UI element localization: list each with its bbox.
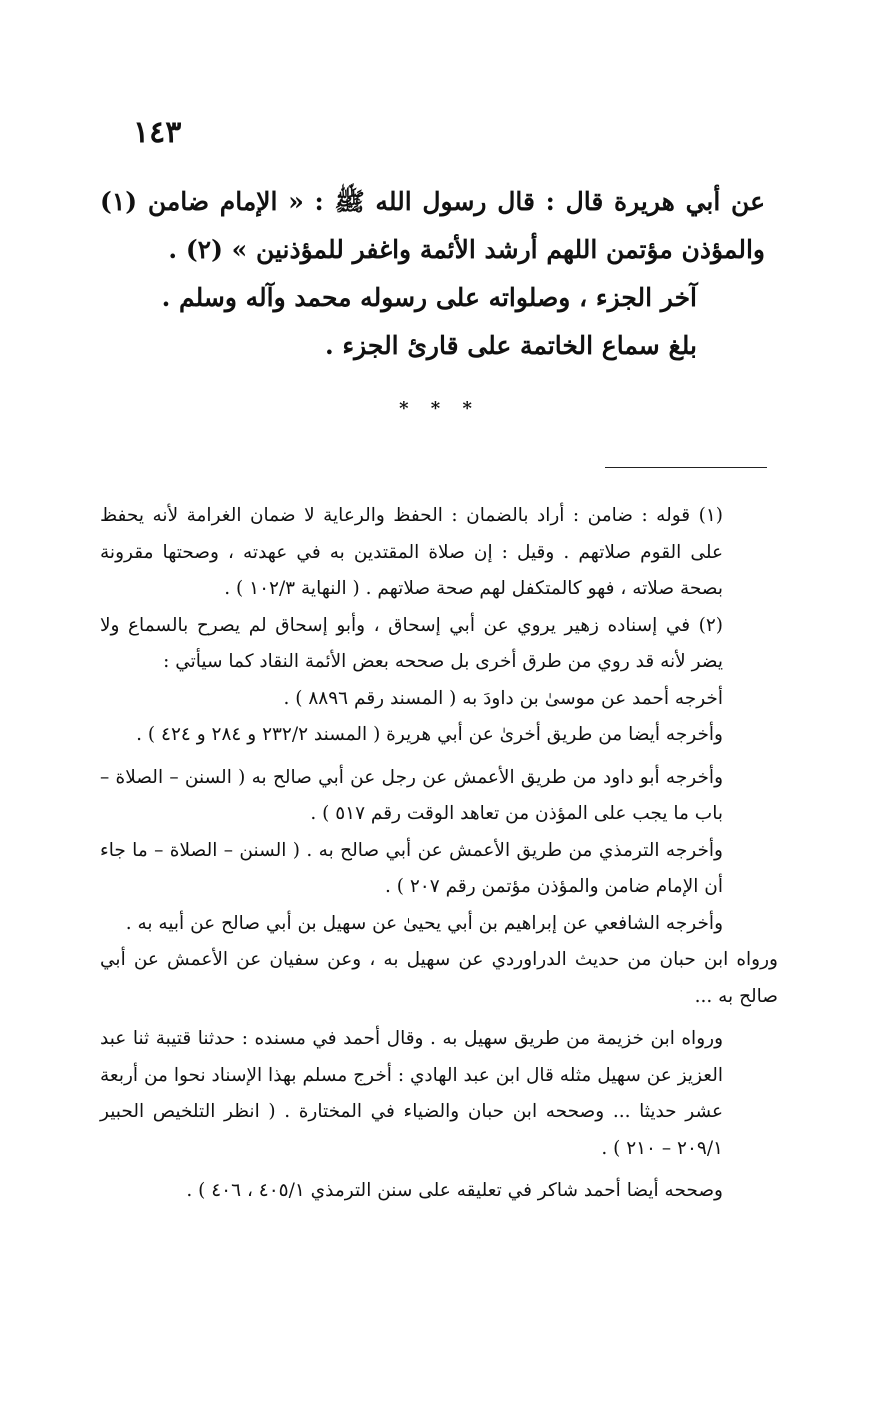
footnote-2-shakir: وصححه أيضا أحمد شاكر في تعليقه على سنن الترمذي ٤٠٥/١ ، ٤٠٦ ) . bbox=[186, 1180, 723, 1201]
closing-line: آخر الجزء ، وصلواته على رسوله محمد وآله وسلم . bbox=[161, 283, 697, 312]
footnote-2-ahmad: أخرجه أحمد عن موسىٰ بن داودَ به ( المسند رقم ٨٨٩٦ ) . bbox=[283, 687, 723, 709]
section-separator: * * * bbox=[399, 398, 480, 419]
audition-note: بلغ سماع الخاتمة على قارئ الجزء . bbox=[324, 331, 697, 360]
page-number: ١٤٣ bbox=[133, 115, 182, 150]
footnote-2-ibn-hibban: ورواه ابن حبان من حديث الدراوردي عن سهيل به ، وعن سفيان عن الأعمش عن أبي صالح به ... bbox=[100, 949, 778, 1007]
footnote-2-shafii: وأخرجه الشافعي عن إبراهيم بن أبي يحيىٰ عن سهيل بن أبي صالح عن أبيه به . bbox=[125, 912, 723, 934]
footnote-2-ibn-khuzaymah: ورواه ابن خزيمة من طريق سهيل به . وقال أحمد في مسنده : حدثنا قتيبة ثنا عبد العزيز عن سهيل مثله قال ابن عبد الهادي : أخرج مسلم بهذا الإسناد نحوا من أربعة عشر حديثا ... وصححه ابن حبان والضياء في المختارة . ( انظر التلخيص الحبير ٢٠٩/١ – ٢١٠ ) . bbox=[100, 1028, 723, 1159]
footnote-2: (٢) في إسناده زهير يروي عن أبي إسحاق ، وأبو إسحاق لم يصرح بالسماع ولا يضر لأنه قد روي من طرق أخرى بل صححه بعض الأئمة النقاد كما سيأتي : bbox=[100, 614, 723, 672]
footnote-2-abu-dawud: وأخرجه أبو داود من طريق الأعمش عن رجل عن أبي صالح به ( السنن – الصلاة – باب ما يجب على المؤذن من تعاهد الوقت رقم ٥١٧ ) . bbox=[100, 766, 723, 824]
hadith-text: عن أبي هريرة قال : قال رسول الله ﷺ : « الإمام ضامن (١) والمؤذن مؤتمن اللهم أرشد الأئمة واغفر للمؤذنين » (٢) . bbox=[100, 187, 765, 264]
footnote-2-tirmidhi: وأخرجه الترمذي من طريق الأعمش عن أبي صالح به . ( السنن – الصلاة – ما جاء أن الإمام ضامن والمؤذن مؤتمن رقم ٢٠٧ ) . bbox=[100, 839, 723, 897]
footnote-2-ahmad-other: وأخرجه أيضا من طريق أخرىٰ عن أبي هريرة ( المسند ٢٣٢/٢ و ٢٨٤ و ٤٢٤ ) . bbox=[136, 724, 723, 745]
footnotes bbox=[100, 498, 778, 1210]
footnote-1: (١) قوله : ضامن : أراد بالضمان : الحفظ والرعاية لا ضمان الغرامة لأنه يحفظ على القوم صلاتهم . وقيل : إن صلاة المقتدين به في عهدته ، وصحتها مقرونة بصحة صلاته ، فهو كالمتكفل لهم صحة صلاتهم . ( النهاية ١٠٢/٣ ) . bbox=[100, 505, 723, 599]
main-text bbox=[100, 178, 765, 370]
footnote-divider bbox=[605, 467, 767, 468]
